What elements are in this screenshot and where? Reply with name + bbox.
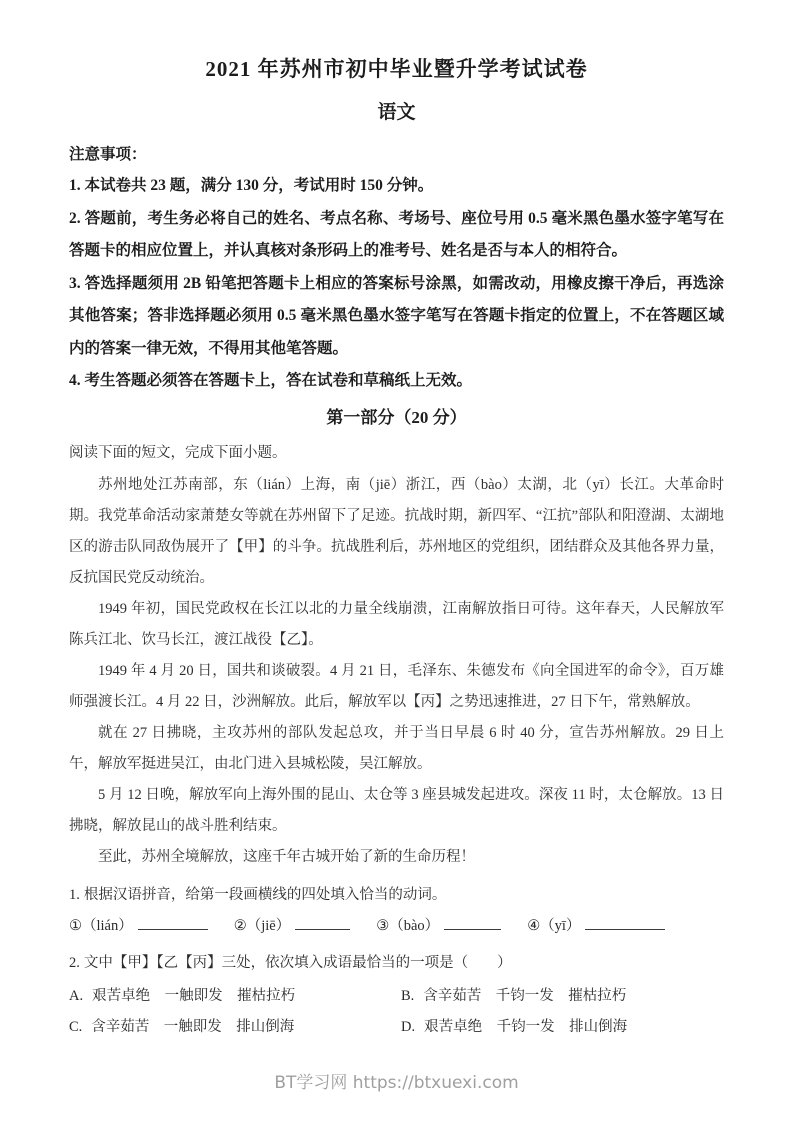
option-c-label: C. bbox=[69, 1019, 83, 1035]
option-b-text: 含辛茹苦 千钧一发 摧枯拉朽 bbox=[423, 987, 627, 1004]
question-1 bbox=[69, 880, 724, 941]
option-d bbox=[401, 1012, 724, 1044]
notices-heading: 注意事项： bbox=[69, 146, 147, 163]
pinyin-blank-label-3: ③（bào） bbox=[376, 917, 440, 934]
passage-lead-in: 阅读下面的短文，完成下面小题。 bbox=[69, 444, 287, 461]
question-2-number: 2. bbox=[69, 954, 80, 971]
option-a bbox=[69, 981, 401, 1013]
question-2-text: 文中【甲】【乙【丙】三处，依次填入成语最恰当的一项是（ ） bbox=[83, 954, 512, 971]
option-a-text: 艰苦卓绝 一触即发 摧枯拉朽 bbox=[92, 987, 296, 1004]
footer-watermark: BT学习网 https://btxuexi.com bbox=[274, 1073, 519, 1093]
pinyin-blank-label-4: ④（yī） bbox=[527, 917, 581, 934]
pinyin-blank-item-1 bbox=[69, 911, 208, 941]
pinyin-blank-label-1: ①（lián） bbox=[69, 917, 133, 934]
pinyin-blank-item-3 bbox=[376, 911, 501, 941]
pinyin-blank-label-2: ②（jiē） bbox=[233, 917, 291, 934]
passage-paragraph-6: 至此，苏州全境解放，这座千年古城开始了新的生命历程！ bbox=[98, 848, 475, 865]
pinyin-blank-item-2 bbox=[234, 911, 351, 941]
notice-item-1: 1. 本试卷共 23 题，满分 130 分，考试用时 150 分钟。 bbox=[69, 177, 434, 194]
notices-section bbox=[69, 140, 724, 398]
pinyin-blank-item-4 bbox=[527, 911, 665, 941]
notice-item-4: 4. 考生答题必须答在答题卡上，答在试卷和草稿纸上无效。 bbox=[69, 372, 473, 389]
answer-blank-line-2 bbox=[295, 914, 350, 930]
answer-blank-line-3 bbox=[444, 914, 501, 930]
section-heading: 第一部分（20 分） bbox=[326, 407, 467, 427]
notice-item-2: 2. 答题前，考生务必将自己的姓名、考点名称、考场号、座位号用 0.5 毫米黑色墨水签字笔写在答题卡的相应位置上，并认真核对条形码上的准考号、姓名是否与本人的相符合。 bbox=[69, 209, 724, 259]
passage-paragraph-3: 1949 年 4 月 20 日，国共和谈破裂。4 月 21 日，毛泽东、朱德发布《向全国进军的命令》，百万雄师强渡长江。4 月 22 日，沙洲解放。此后，解放军以【丙】之势迅速推进，27 日下午，常熟解放。 bbox=[69, 662, 724, 710]
question-2-line bbox=[69, 948, 724, 978]
option-b bbox=[401, 981, 724, 1013]
question-1-line bbox=[69, 880, 724, 910]
option-b-label: B. bbox=[401, 987, 415, 1004]
reading-passage bbox=[69, 470, 724, 873]
option-d-text: 艰苦卓绝 千钧一发 排山倒海 bbox=[424, 1019, 628, 1035]
exam-subject: 语文 bbox=[377, 102, 416, 123]
option-c-text: 含辛茹苦 一触即发 排山倒海 bbox=[91, 1019, 295, 1035]
notice-item-3: 3. 答选择题须用 2B 铅笔把答题卡上相应的答案标号涂黑，如需改动，用橡皮擦干净后，再选涂其他答案；答非选择题必须用 0.5 毫米黑色墨水签字笔写在答题卡指定的位置上，不在答题区域内的答案一律无效，不得用其他笔答题。 bbox=[69, 274, 724, 357]
passage-paragraph-4: 就在 27 日拂晓，主攻苏州的部队发起总攻，并于当日早晨 6 时 40 分，宣告苏州解放。29 日上午，解放军挺进吴江，由北门进入县城松陵，吴江解放。 bbox=[69, 724, 724, 772]
passage-paragraph-1: 苏州地处江苏南部，东（lián）上海，南（jiē）浙江，西（bào）太湖，北（yī）长江。大革命时期。我党革命活动家萧楚女等就在苏州留下了足迹。抗战时期，新四军、“江抗”部队和阳澄湖、太湖地区的游击队同敌伪展开了【甲】的斗争。抗战胜利后，苏州地区的党组织，团结群众及其他各界力量，反抗国民党反动统治。 bbox=[69, 476, 724, 586]
option-d-label: D. bbox=[401, 1019, 416, 1035]
passage-paragraph-5: 5 月 12 日晚，解放军向上海外围的昆山、太仓等 3 座县城发起进攻。深夜 11 时，太仓解放。13 日拂晓，解放昆山的战斗胜利结束。 bbox=[69, 786, 724, 834]
question-2 bbox=[69, 948, 724, 1044]
question-1-text: 根据汉语拼音，给第一段画横线的四处填入恰当的动词。 bbox=[83, 886, 447, 903]
question-1-number: 1. bbox=[69, 886, 80, 903]
answer-blank-line-4 bbox=[585, 914, 665, 930]
option-c bbox=[69, 1012, 401, 1044]
option-a-label: A. bbox=[69, 987, 84, 1004]
question-2-options bbox=[69, 981, 724, 1044]
question-1-blanks-row bbox=[69, 911, 724, 941]
answer-blank-line-1 bbox=[138, 914, 208, 930]
passage-paragraph-2: 1949 年初，国民党政权在长江以北的力量全线崩溃，江南解放指日可待。这年春天，人民解放军陈兵江北、饮马长江，渡江战役【乙】。 bbox=[69, 600, 724, 648]
exam-title: 2021 年苏州市初中毕业暨升学考试试卷 bbox=[205, 57, 588, 81]
